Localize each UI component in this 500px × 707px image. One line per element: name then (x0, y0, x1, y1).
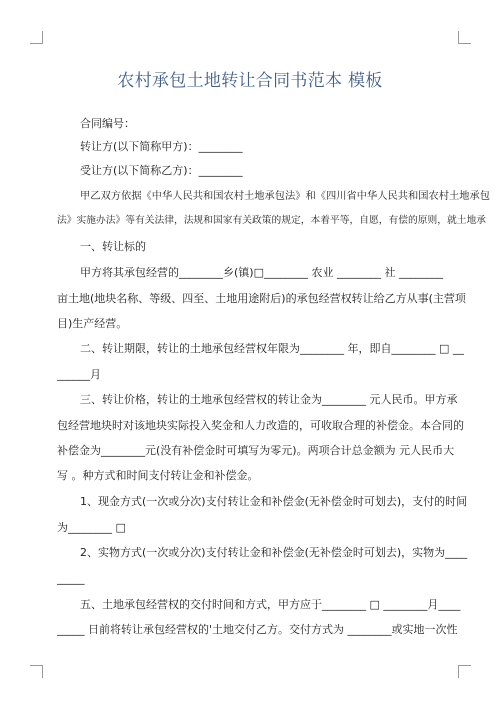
paragraph-line: 补偿金为________元(没有补偿金时可填写为零元)。两项合计总金额为 元人民币大 (57, 444, 455, 457)
paragraph-line: 甲乙双方依据《中华人民共和国农村土地承包法》和《四川省中华人民共和国农村土地承包 (80, 190, 491, 202)
crop-mark-top-left (30, 31, 43, 44)
crop-mark-top-right (458, 31, 471, 44)
paragraph-line: 法》实施办法》等有关法律，法规和国家有关政策的规定，本着平等，自愿，有偿的原则，就土地承 (57, 215, 486, 226)
section-heading-3: 三、转让价格，转让的土地承包经营权的转让金为________ 元人民币。甲方承 (80, 393, 458, 406)
paragraph-line: ______月 (57, 368, 101, 381)
transferee-line: 受让方(以下简称乙方)：________ (80, 164, 243, 177)
paragraph-line: _____ 日前将转让承包经营权的'土地交付乙方。交付方式为 ________或实地一次性 (57, 623, 458, 636)
section-heading-2: 二、转让期限，转让的土地承包经营权年限为________ 年，即自________ □ __ (80, 342, 464, 355)
transferor-line: 转让方(以下简称甲方)：________ (80, 140, 243, 153)
paragraph-line: 写 。种方式和时间支付转让金和补偿金。 (57, 469, 259, 482)
payment-option-2: 2、实物方式(一次或分次)支付转让金和补偿金(无补偿金时可划去)，实物为____ (80, 546, 468, 559)
paragraph-line: _____ (57, 572, 85, 585)
section-heading-1: 一、转让标的 (80, 240, 146, 253)
paragraph-line: 为________ □ (57, 521, 126, 534)
crop-mark-bottom-right (458, 665, 471, 678)
paragraph-line: 包经营地块时对该地块实际投入奖金和人力改造的，可收取合理的补偿金。本合同的 (57, 419, 464, 432)
document-title: 农村承包土地转让合同书范本 模板 (117, 71, 383, 91)
contract-number-line: 合同编号： (80, 117, 135, 130)
section-heading-5: 五、土地承包经营权的交付时间和方式，甲方应于________ □ ________月____ (80, 598, 461, 611)
payment-option-1: 1、现金方式(一次或分次)支付转让金和补偿金(无补偿金时可划去)，支付的时间 (80, 495, 468, 508)
paragraph-line: 亩土地(地块名称、等级、四至、土地用途附后)的承包经营权转让给乙方从事(主营项 (57, 292, 466, 305)
paragraph-line: 甲方将其承包经营的________乡(镇)□________ 农业 ________ 社 ________ (80, 266, 443, 279)
crop-mark-bottom-left (30, 665, 43, 678)
paragraph-line: 目)生产经营。 (57, 317, 128, 330)
